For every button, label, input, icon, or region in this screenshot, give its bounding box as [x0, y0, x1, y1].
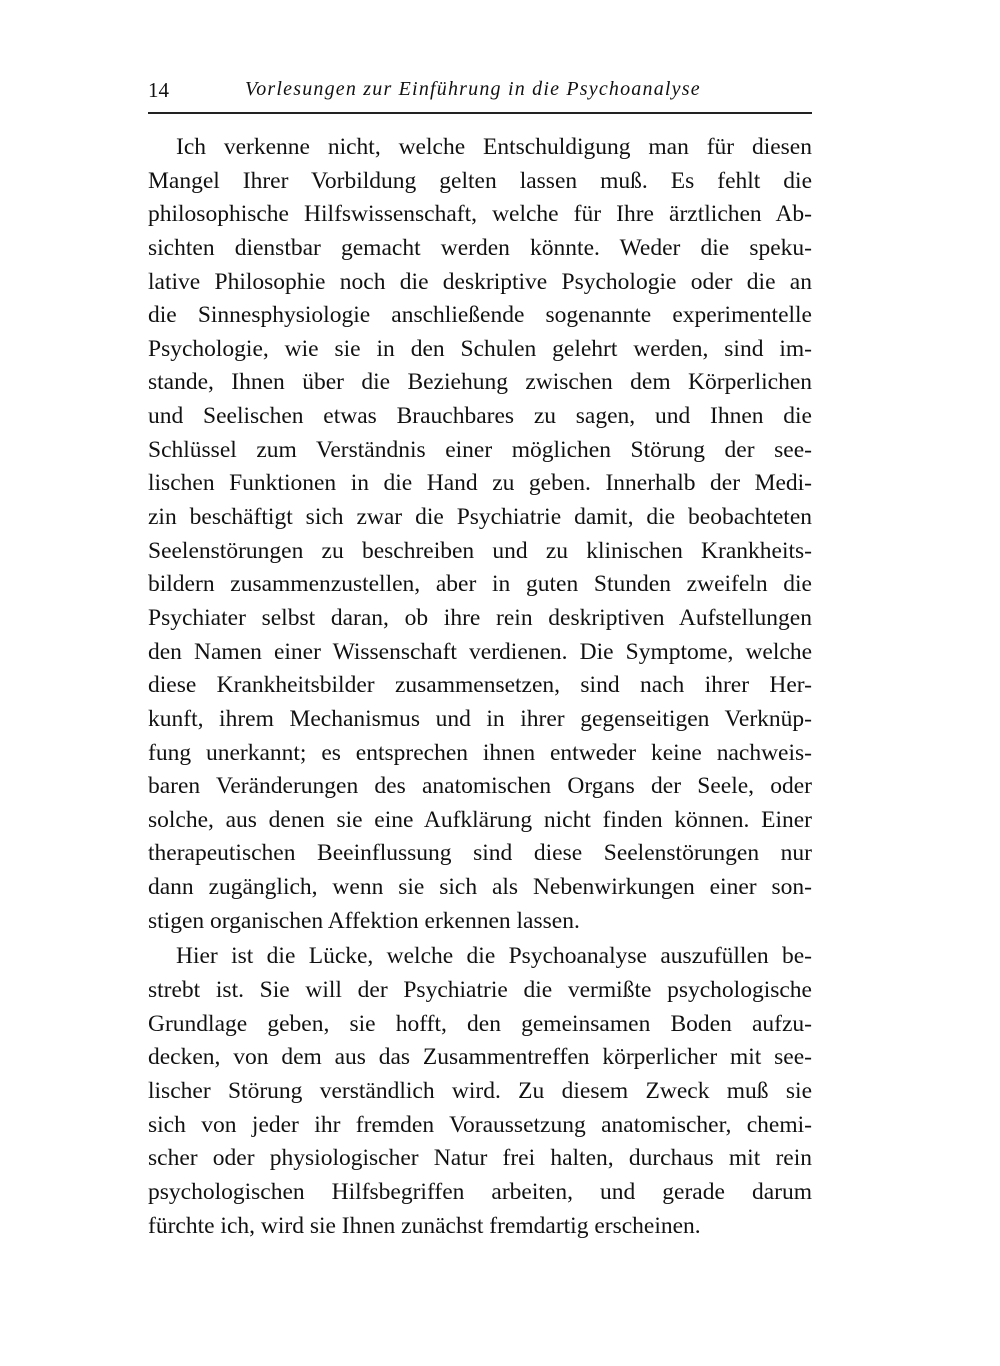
- paragraph: [148, 940, 812, 1243]
- text-line: Mangel Ihrer Vorbildung gelten lassen muß. Es fehlt die: [148, 167, 812, 194]
- text-line: lischer Störung verständlich wird. Zu diesem Zweck muß sie: [148, 1077, 812, 1104]
- text-line: philosophische Hilfswissenschaft, welche für Ihre ärztlichen Ab-: [148, 201, 812, 228]
- text-line: diese Krankheitsbilder zusammensetzen, sind nach ihrer Her-: [148, 672, 812, 699]
- text-line: stande, Ihnen über die Beziehung zwischen dem Körperlichen: [148, 369, 812, 396]
- paragraph: [148, 131, 812, 938]
- text-line: lischen Funktionen in die Hand zu geben. Innerhalb der Medi-: [148, 470, 812, 497]
- header-rule: [148, 112, 812, 114]
- text-line: dann zugänglich, wenn sie sich als Nebenwirkungen einer son-: [148, 874, 812, 901]
- text-line: und Seelischen etwas Brauchbares zu sagen, und Ihnen die: [148, 403, 812, 430]
- text-line: Ich verkenne nicht, welche Entschuldigung man für diesen: [176, 134, 812, 160]
- text-line: baren Veränderungen des anatomischen Organs der Seele, oder: [148, 773, 812, 800]
- page-number: 14: [148, 78, 169, 102]
- text-line: Psychiater selbst daran, ob ihre rein deskriptiven Aufstellungen: [148, 604, 812, 631]
- text-line: solche, aus denen sie eine Aufklärung nicht finden können. Einer: [148, 806, 812, 833]
- text-line: kunft, ihrem Mechanismus und in ihrer gegenseitigen Verknüp-: [148, 705, 812, 732]
- text-line: den Namen einer Wissenschaft verdienen. Die Symptome, welche: [148, 638, 812, 665]
- text-line: Psychologie, wie sie in den Schulen gelehrt werden, sind im-: [148, 335, 812, 362]
- text-line: decken, von dem aus das Zusammentreffen körperlicher mit see-: [148, 1044, 812, 1071]
- text-line: sichten dienstbar gemacht werden könnte. Weder die speku-: [148, 234, 812, 261]
- body-text: [148, 131, 812, 1245]
- text-line: strebt ist. Sie will der Psychiatrie die vermißte psychologische: [148, 977, 812, 1004]
- text-line: scher oder physiologischer Natur frei halten, durchaus mit rein: [148, 1145, 812, 1172]
- text-line: zin beschäftigt sich zwar die Psychiatrie damit, die beobachteten: [148, 504, 812, 531]
- text-line: Hier ist die Lücke, welche die Psychoanalyse auszufüllen be-: [176, 943, 812, 970]
- text-line: stigen organischen Affektion erkennen lassen.: [148, 907, 580, 934]
- text-line: therapeutischen Beeinflussung sind diese Seelenstörungen nur: [148, 840, 812, 867]
- running-title: Vorlesungen zur Einführung in die Psychoanalyse: [245, 78, 701, 100]
- text-line: bildern zusammenzustellen, aber in guten Stunden zweifeln die: [148, 571, 812, 598]
- text-line: psychologischen Hilfsbegriffen arbeiten, und gerade darum: [148, 1178, 812, 1205]
- text-line: Seelenstörungen zu beschreiben und zu klinischen Krankheits-: [148, 537, 812, 564]
- text-line: fung unerkannt; es entsprechen ihnen entweder keine nachweis-: [148, 739, 812, 766]
- text-line: die Sinnesphysiologie anschließende sogenannte experimentelle: [148, 302, 812, 329]
- running-header: [148, 78, 812, 106]
- text-line: Schlüssel zum Verständnis einer möglichen Störung der see-: [148, 436, 812, 463]
- text-line: fürchte ich, wird sie Ihnen zunächst fremdartig erscheinen.: [148, 1212, 701, 1239]
- text-line: lative Philosophie noch die deskriptive Psychologie oder die an: [148, 268, 812, 295]
- text-line: sich von jeder ihr fremden Voraussetzung anatomischer, chemi-: [148, 1111, 812, 1138]
- text-line: Grundlage geben, sie hofft, den gemeinsamen Boden aufzu-: [148, 1010, 812, 1037]
